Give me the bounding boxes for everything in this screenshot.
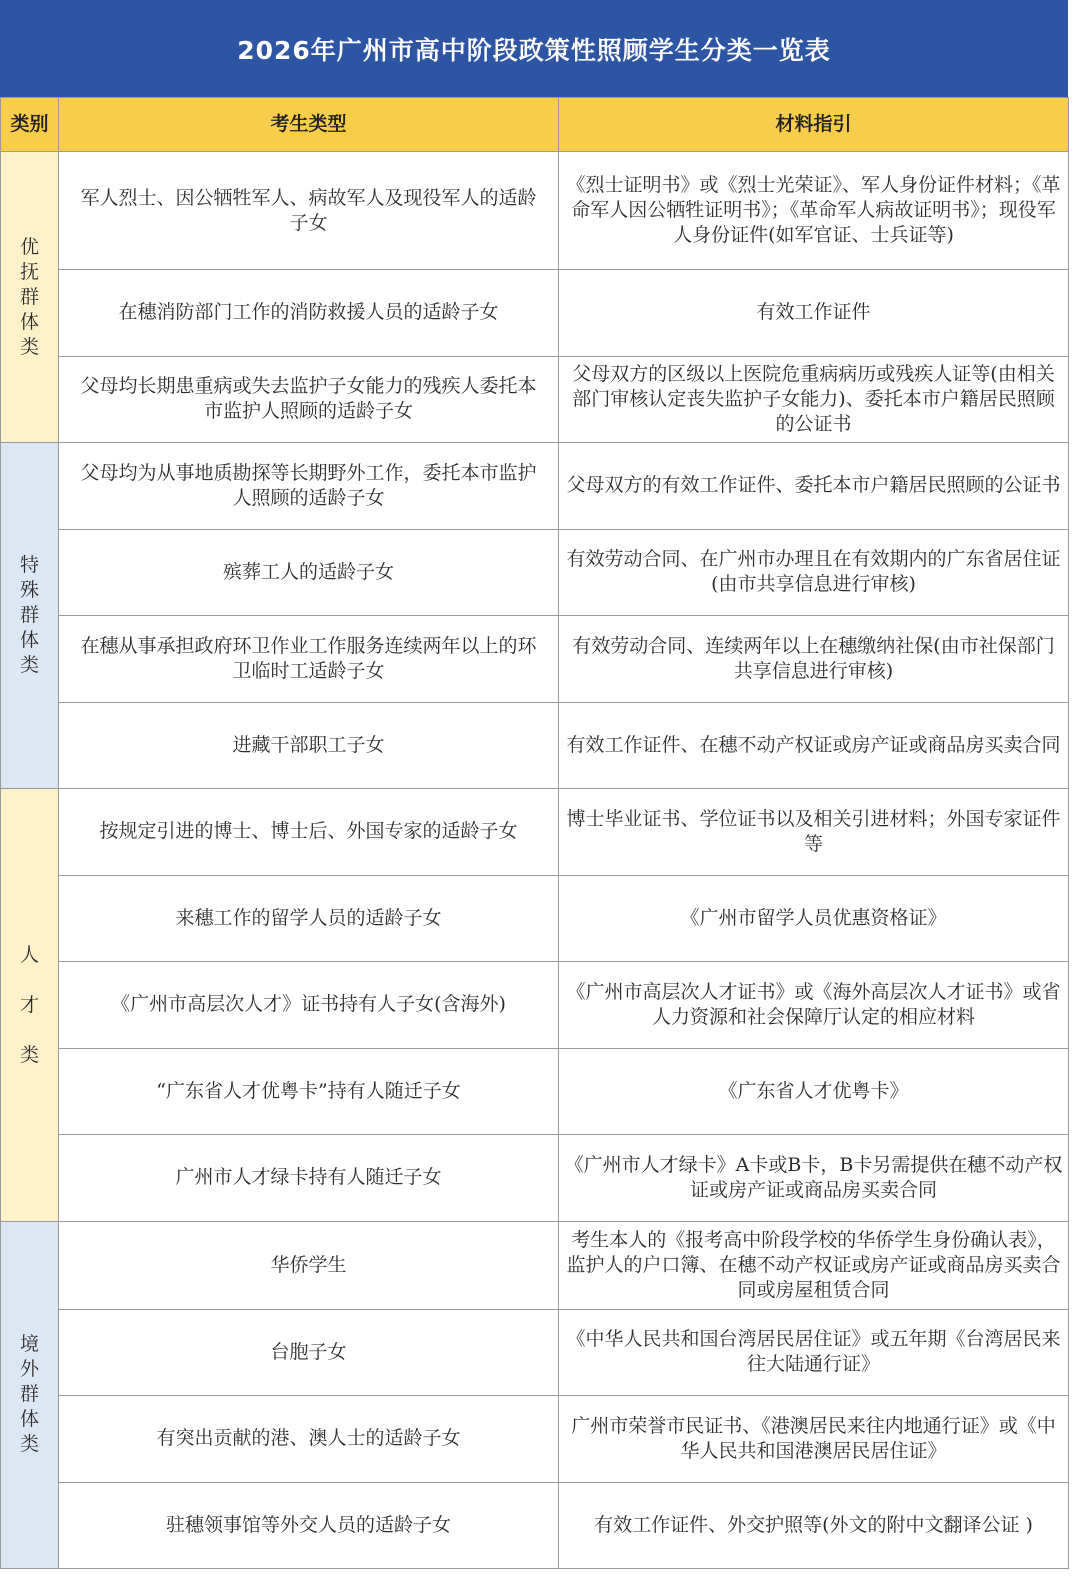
table-row bbox=[1, 962, 1069, 1049]
table-row bbox=[1, 1221, 1069, 1309]
student-type-cell: 《广州市高层次人才》证书持有人子女(含海外) bbox=[59, 962, 559, 1049]
materials-cell: 广州市荣誉市民证书、《港澳居民来往内地通行证》或《中华人民共和国港澳居民居住证》 bbox=[559, 1396, 1069, 1483]
table-row bbox=[1, 616, 1069, 703]
student-type-cell: 军人烈士、因公牺牲军人、病故军人及现役军人的适龄子女 bbox=[59, 152, 559, 270]
student-type-cell: 殡葬工人的适龄子女 bbox=[59, 529, 559, 616]
materials-cell: 博士毕业证书、学位证书以及相关引进材料；外国专家证件等 bbox=[559, 789, 1069, 876]
student-type-cell: 驻穗领事馆等外交人员的适龄子女 bbox=[59, 1482, 559, 1569]
header-student-type: 考生类型 bbox=[59, 98, 559, 152]
table-header-row bbox=[1, 98, 1069, 152]
materials-cell: 《中华人民共和国台湾居民居住证》或五年期《台湾居民来往大陆通行证》 bbox=[559, 1309, 1069, 1396]
table-row bbox=[1, 702, 1069, 789]
table-row bbox=[1, 1396, 1069, 1483]
student-type-cell: 来穗工作的留学人员的适龄子女 bbox=[59, 875, 559, 962]
student-type-cell: 按规定引进的博士、博士后、外国专家的适龄子女 bbox=[59, 789, 559, 876]
policy-table bbox=[0, 97, 1069, 1569]
student-type-cell: “广东省人才优粤卡”持有人随迁子女 bbox=[59, 1048, 559, 1135]
student-type-cell: 广州市人才绿卡持有人随迁子女 bbox=[59, 1135, 559, 1222]
materials-cell: 有效工作证件、在穗不动产权证或房产证或商品房买卖合同 bbox=[559, 702, 1069, 789]
header-category: 类别 bbox=[1, 98, 59, 152]
table-row bbox=[1, 1135, 1069, 1222]
category-cell-rencai bbox=[1, 789, 59, 1222]
table-row bbox=[1, 1482, 1069, 1569]
materials-cell: 有效工作证件、外交护照等(外文的附中文翻译公证 ) bbox=[559, 1482, 1069, 1569]
materials-cell: 父母双方的区级以上医院危重病病历或残疾人证等(由相关部门审核认定丧失监护子女能力)、委托本市户籍居民照顾的公证书 bbox=[559, 356, 1069, 443]
table-row bbox=[1, 1309, 1069, 1396]
table-row bbox=[1, 529, 1069, 616]
student-type-cell: 台胞子女 bbox=[59, 1309, 559, 1396]
category-cell-teshu bbox=[1, 443, 59, 789]
materials-cell: 有效劳动合同、在广州市办理且在有效期内的广东省居住证(由市共享信息进行审核) bbox=[559, 529, 1069, 616]
materials-cell: 父母双方的有效工作证件、委托本市户籍居民照顾的公证书 bbox=[559, 443, 1069, 530]
page-title: 2026年广州市高中阶段政策性照顾学生分类一览表 bbox=[0, 0, 1068, 97]
student-type-cell: 在穗消防部门工作的消防救援人员的适龄子女 bbox=[59, 270, 559, 357]
materials-cell: 《广东省人才优粤卡》 bbox=[559, 1048, 1069, 1135]
student-type-cell: 在穗从事承担政府环卫作业工作服务连续两年以上的环卫临时工适龄子女 bbox=[59, 616, 559, 703]
table-row bbox=[1, 1048, 1069, 1135]
materials-cell: 《广州市高层次人才证书》或《海外高层次人才证书》或省人力资源和社会保障厅认定的相应材料 bbox=[559, 962, 1069, 1049]
materials-cell: 《广州市留学人员优惠资格证》 bbox=[559, 875, 1069, 962]
materials-cell: 有效工作证件 bbox=[559, 270, 1069, 357]
materials-cell: 有效劳动合同、连续两年以上在穗缴纳社保(由市社保部门共享信息进行审核) bbox=[559, 616, 1069, 703]
student-type-cell: 华侨学生 bbox=[59, 1221, 559, 1309]
materials-cell: 《烈士证明书》或《烈士光荣证》、军人身份证件材料；《革命军人因公牺牲证明书》；《革命军人病故证明书》；现役军人身份证件(如军官证、士兵证等) bbox=[559, 152, 1069, 270]
table-row bbox=[1, 152, 1069, 270]
category-cell-jingwai bbox=[1, 1221, 59, 1569]
category-label: 境 外 群 体 类 bbox=[19, 1333, 39, 1456]
table-row bbox=[1, 789, 1069, 876]
category-label: 人 才 类 bbox=[19, 943, 39, 1066]
student-type-cell: 进藏干部职工子女 bbox=[59, 702, 559, 789]
category-label: 特 殊 群 体 类 bbox=[19, 554, 39, 676]
table-row bbox=[1, 270, 1069, 357]
student-type-cell: 父母均为从事地质勘探等长期野外工作，委托本市监护人照顾的适龄子女 bbox=[59, 443, 559, 530]
student-type-cell: 有突出贡献的港、澳人士的适龄子女 bbox=[59, 1396, 559, 1483]
materials-cell: 《广州市人才绿卡》A卡或B卡，B卡另需提供在穗不动产权证或房产证或商品房买卖合同 bbox=[559, 1135, 1069, 1222]
header-materials: 材料指引 bbox=[559, 98, 1069, 152]
category-cell-youfu bbox=[1, 152, 59, 443]
materials-cell: 考生本人的《报考高中阶段学校的华侨学生身份确认表》，监护人的户口簿、在穗不动产权证或房产证或商品房买卖合同或房屋租赁合同 bbox=[559, 1221, 1069, 1309]
table-row bbox=[1, 443, 1069, 530]
student-type-cell: 父母均长期患重病或失去监护子女能力的残疾人委托本市监护人照顾的适龄子女 bbox=[59, 356, 559, 443]
category-label: 优 抚 群 体 类 bbox=[19, 235, 39, 358]
table-row bbox=[1, 356, 1069, 443]
table-row bbox=[1, 875, 1069, 962]
